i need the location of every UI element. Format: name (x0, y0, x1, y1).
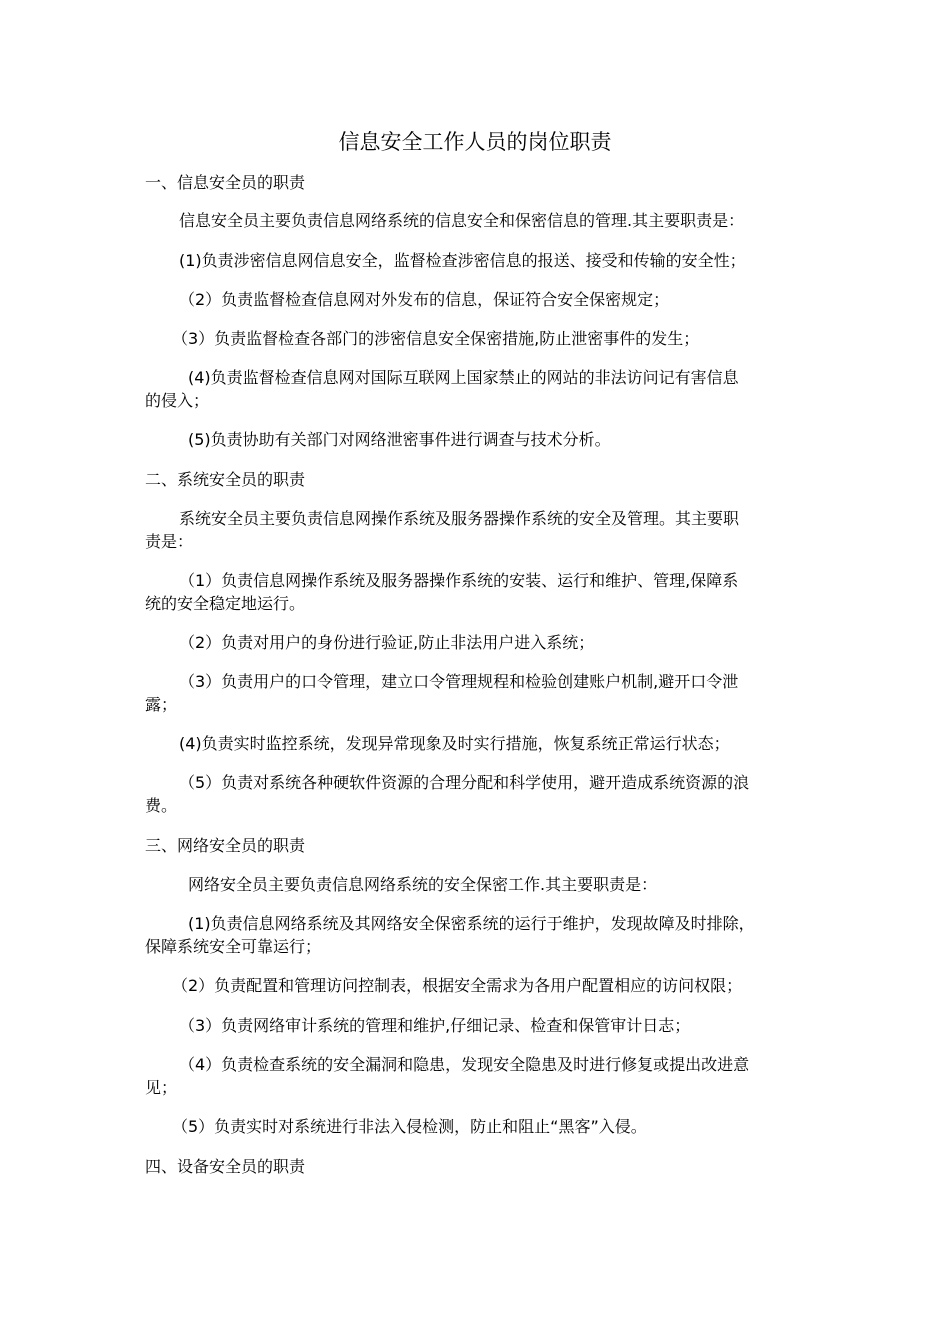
section-intro-2: 系统安全员主要负责信息网操作系统及服务器操作系统的安全及管理。其主要职 (179, 509, 740, 528)
section-heading-4: 四、设备安全员的职责 (145, 1157, 306, 1176)
list-item: (4)负责实时监控系统，发现异常现象及时实行措施，恢复系统正常运行状态； (179, 734, 730, 753)
list-item: （2）负责监督检查信息网对外发布的信息，保证符合安全保密规定； (179, 290, 670, 309)
list-item: (1)负责信息网络系统及其网络安全保密系统的运行于维护，发现故障及时排除， (188, 914, 755, 933)
list-item-continuation: 见； (145, 1078, 178, 1097)
section-intro-3: 网络安全员主要负责信息网络系统的安全保密工作.其主要职责是： (188, 875, 658, 894)
list-item-continuation: 保障系统安全可靠运行； (145, 937, 322, 956)
section-intro-2-continuation: 责是： (145, 532, 194, 551)
list-item: （3）负责监督检查各部门的涉密信息安全保密措施,防止泄密事件的发生； (172, 329, 700, 348)
list-item: (5)负责协助有关部门对网络泄密事件进行调查与技术分析。 (188, 430, 611, 449)
list-item: （2）负责配置和管理访问控制表，根据安全需求为各用户配置相应的访问权限； (172, 976, 743, 995)
document-title: 信息安全工作人员的岗位职责 (338, 130, 612, 154)
list-item-continuation: 的侵入； (145, 391, 210, 410)
list-item-continuation: 统的安全稳定地运行。 (145, 594, 306, 613)
list-item: （5）负责实时对系统进行非法入侵检测，防止和阻止“黑客”入侵。 (172, 1117, 647, 1136)
section-heading-1: 一、信息安全员的职责 (145, 173, 306, 192)
list-item-continuation: 费。 (145, 796, 178, 815)
list-item-continuation: 露； (145, 695, 178, 714)
section-heading-3: 三、网络安全员的职责 (145, 836, 306, 855)
list-item: （1）负责信息网操作系统及服务器操作系统的安装、运行和维护、管理,保障系 (179, 571, 739, 590)
section-intro-1: 信息安全员主要负责信息网络系统的信息安全和保密信息的管理.其主要职责是： (179, 211, 745, 230)
list-item: （4）负责检查系统的安全漏洞和隐患，发现安全隐患及时进行修复或提出改进意 (179, 1055, 750, 1074)
list-item: (4)负责监督检查信息网对国际互联网上国家禁止的网站的非法访问记有害信息 (188, 368, 739, 387)
list-item: （2）负责对用户的身份进行验证,防止非法用户进入系统； (179, 633, 595, 652)
list-item: (1)负责涉密信息网信息安全，监督检查涉密信息的报送、接受和传输的安全性； (179, 251, 746, 270)
list-item: （3）负责网络审计系统的管理和维护,仔细记录、检查和保管审计日志； (179, 1016, 691, 1035)
list-item: （5）负责对系统各种硬软件资源的合理分配和科学使用，避开造成系统资源的浪 (179, 773, 750, 792)
list-item: （3）负责用户的口令管理，建立口令管理规程和检验创建账户机制,避开口令泄 (179, 672, 739, 691)
section-heading-2: 二、系统安全员的职责 (145, 470, 306, 489)
